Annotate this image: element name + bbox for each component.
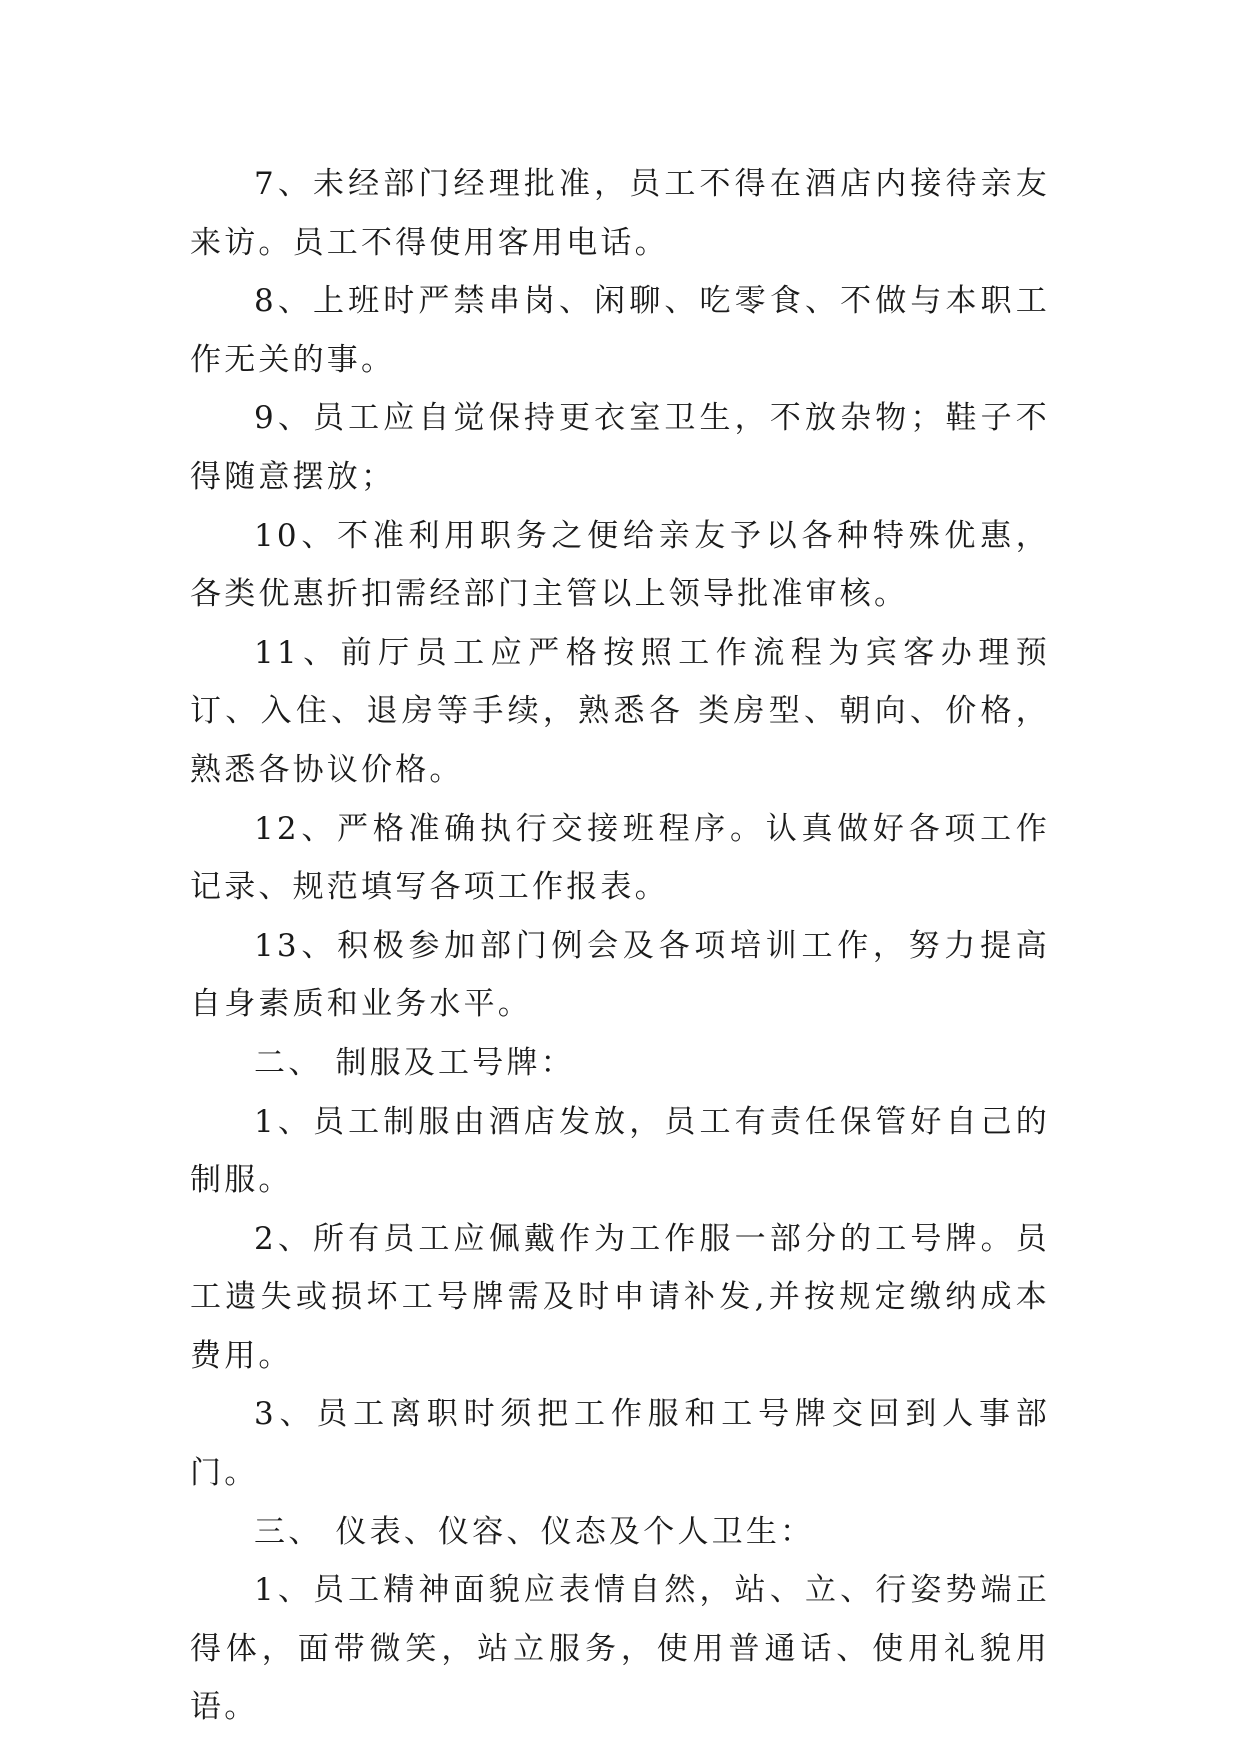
section-heading-appearance: 三、 仪表、仪容、仪态及个人卫生： (254, 1513, 815, 1550)
paragraph-10: 10、不准利用职务之便给亲友予以各种特殊优惠，各类优惠折扣需经部门主管以上领导批准审核。 (190, 517, 1050, 613)
uniform-item-1: 1、员工制服由酒店发放，员工有责任保管好自己的制服。 (190, 1103, 1050, 1199)
uniform-item-3: 3、员工离职时须把工作服和工号牌交回到人事部门。 (190, 1396, 1050, 1492)
section-heading-uniform: 二、 制服及工号牌： (254, 1044, 575, 1081)
paragraph-8: 8、上班时严禁串岗、闲聊、吃零食、不做与本职工作无关的事。 (190, 283, 1050, 378)
uniform-item-2: 2、所有员工应佩戴作为工作服一部分的工号牌。员工遗失或损坏工号牌需及时申请补发,并按规定缴纳成本费用。 (190, 1220, 1050, 1374)
paragraph-9: 9、员工应自觉保持更衣室卫生，不放杂物；鞋子不得随意摆放； (190, 400, 1050, 495)
paragraph-13: 13、积极参加部门例会及各项培训工作，努力提高自身素质和业务水平。 (190, 927, 1050, 1023)
paragraph-11: 11、前厅员工应严格按照工作流程为宾客办理预订、入住、退房等手续，熟悉各 类房型、朝向、价格，熟悉各协议价格。 (190, 634, 1050, 788)
paragraph-7: 7、未经部门经理批准，员工不得在酒店内接待亲友来访。员工不得使用客用电话。 (190, 166, 1050, 261)
document-body (190, 155, 1050, 1737)
paragraph-12: 12、严格准确执行交接班程序。认真做好各项工作记录、规范填写各项工作报表。 (190, 810, 1050, 906)
appearance-item-1: 1、员工精神面貌应表情自然，站、立、行姿势端正得体，面带微笑，站立服务，使用普通话、使用礼貌用语。 (190, 1572, 1050, 1726)
